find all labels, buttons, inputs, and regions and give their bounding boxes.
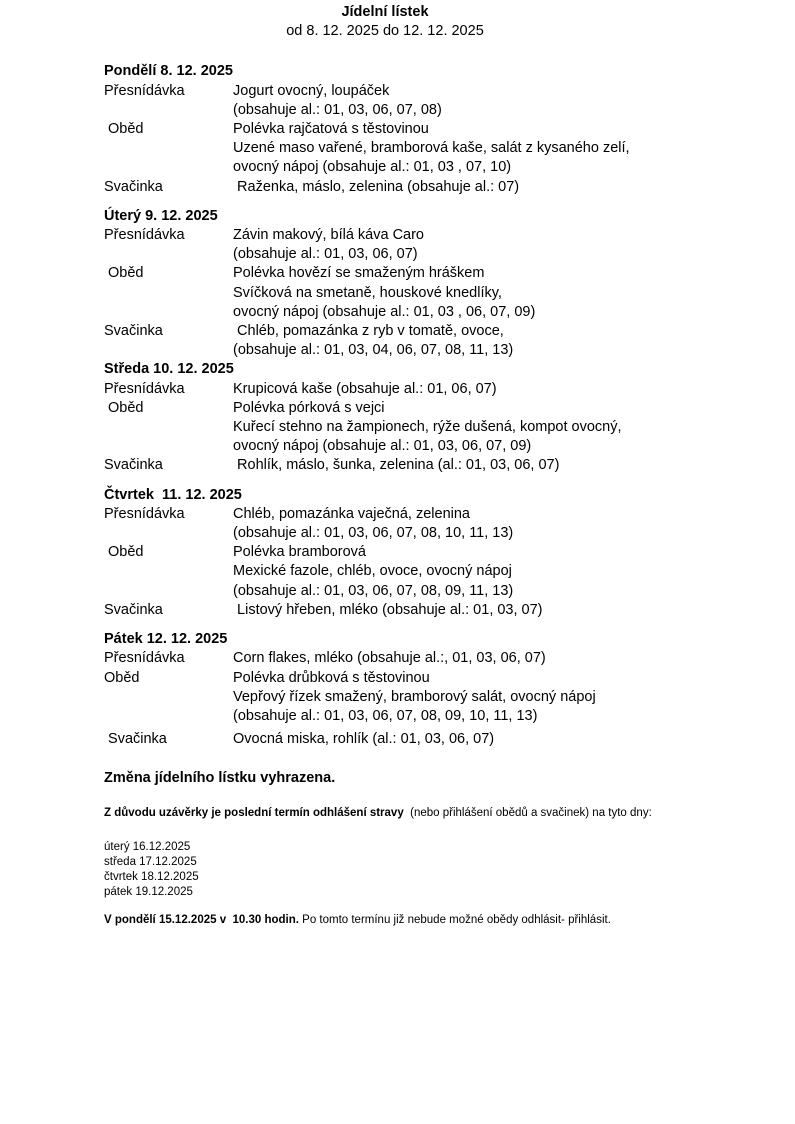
meal-row-svacinka [104, 178, 779, 197]
meal-line: Raženka, máslo, zelenina (obsahuje al.: 07) [233, 178, 520, 195]
meal-content [233, 399, 779, 457]
meal-content [233, 82, 779, 120]
day-title: Středa 10. 12. 2025 [104, 361, 234, 378]
meal-content [233, 543, 779, 601]
meal-row-svacinka [104, 456, 779, 475]
final-deadline-bold: V pondělí 15.12.2025 v 10.30 hodin. [104, 913, 299, 926]
meal-label: Svačinka [104, 178, 163, 195]
meal-row-obed [104, 264, 779, 322]
meal-row-obed [104, 669, 779, 727]
meal-row-presnidavka [104, 82, 779, 120]
meal-row-presnidavka [104, 505, 779, 543]
meal-label: Svačinka [104, 601, 163, 618]
meal-row-svacinka [104, 601, 779, 620]
deadline-day-list [104, 840, 779, 900]
meal-line: Mexické fazole, chléb, ovoce, ovocný nápoj [233, 563, 512, 580]
meal-label: Oběd [104, 265, 144, 282]
meal-content [233, 380, 779, 399]
meal-line: Svíčková na smetaně, houskové knedlíky, [233, 284, 502, 301]
allergen-line: ovocný nápoj (obsahuje al.: 01, 03 , 06, 07, 09) [233, 303, 536, 320]
meal-line: Ovocná miska, rohlík (al.: 01, 03, 06, 07) [233, 731, 495, 748]
meal-label: Oběd [104, 544, 144, 561]
meal-label: Přesnídávka [104, 650, 185, 667]
day-section-thursday [104, 486, 779, 620]
deadline-day: pátek 19.12.2025 [104, 885, 193, 898]
meal-line: Rohlík, máslo, šunka, zelenina (al.: 01, 03, 06, 07) [233, 457, 560, 474]
deadline-day: středa 17.12.2025 [104, 855, 197, 868]
deadline-day: čtvrtek 18.12.2025 [104, 870, 199, 883]
meal-line: Uzené maso vařené, bramborová kaše, salát z kysaného zelí, [233, 140, 630, 157]
allergen-line: (obsahuje al.: 01, 03, 06, 07, 08) [233, 101, 442, 118]
day-title: Pátek 12. 12. 2025 [104, 631, 228, 648]
meal-line: Kuřecí stehno na žampionech, rýže dušená, kompot ovocný, [233, 419, 622, 436]
meal-label: Oběd [104, 399, 144, 416]
meal-content [233, 120, 779, 178]
allergen-line: (obsahuje al.: 01, 03, 06, 07, 08, 10, 11, 13) [233, 525, 514, 542]
meal-row-svacinka [104, 322, 779, 360]
meal-row-obed [104, 543, 779, 601]
meal-line: Polévka pórková s vejci [233, 399, 385, 416]
meal-line: Polévka drůbková s těstovinou [233, 669, 430, 686]
meal-line: Polévka bramborová [233, 544, 366, 561]
meal-label: Svačinka [104, 731, 167, 748]
allergen-line: (obsahuje al.: 01, 03, 06, 07) [233, 246, 418, 263]
meal-content [233, 178, 779, 197]
meal-content [233, 456, 779, 475]
deadline-notice-bold: Z důvodu uzávěrky je poslední termín odhlášení stravy [104, 806, 404, 819]
meal-content [233, 730, 779, 749]
meal-row-obed [104, 399, 779, 457]
meal-line: Chléb, pomazánka vaječná, zelenina [233, 505, 470, 522]
meal-content [233, 505, 779, 543]
meal-row-svacinka [104, 730, 779, 749]
meal-row-presnidavka [104, 649, 779, 668]
deadline-day: úterý 16.12.2025 [104, 840, 191, 853]
meal-line: Listový hřeben, mléko (obsahuje al.: 01, 03, 07) [233, 601, 543, 618]
meal-row-presnidavka [104, 226, 779, 264]
meal-line: Polévka rajčatová s těstovinou [233, 121, 429, 138]
meal-line: Jogurt ovocný, loupáček [233, 82, 390, 99]
meal-label: Přesnídávka [104, 227, 185, 244]
allergen-line: (obsahuje al.: 01, 03, 04, 06, 07, 08, 11, 13) [233, 342, 514, 359]
meal-line: Závin makový, bílá káva Caro [233, 227, 424, 244]
day-section-friday [104, 630, 779, 749]
meal-label: Přesnídávka [104, 82, 185, 99]
day-section-wednesday [104, 360, 779, 475]
final-deadline-rest: Po tomto termínu již nebude možné obědy odhlásit- přihlásit. [298, 913, 611, 926]
document-header [0, 0, 770, 41]
allergen-line: (obsahuje al.: 01, 03, 06, 07, 08, 09, 11, 13) [233, 582, 514, 599]
day-section-monday [104, 62, 779, 196]
allergen-line: ovocný nápoj (obsahuje al.: 01, 03 , 07, 10) [233, 159, 512, 176]
meal-label: Přesnídávka [104, 505, 185, 522]
deadline-notice-rest: (nebo přihlášení obědů a svačinek) na tyto dny: [403, 806, 652, 819]
allergen-line: ovocný nápoj (obsahuje al.: 01, 03, 06, 07, 09) [233, 438, 532, 455]
day-section-tuesday [104, 207, 779, 361]
deadline-notice [104, 806, 779, 821]
meal-content [233, 601, 779, 620]
page-title: Jídelní lístek [341, 4, 429, 20]
meal-line: Polévka hovězí se smaženým hráškem [233, 265, 485, 282]
meal-line: Corn flakes, mléko (obsahuje al.:, 01, 03, 06, 07) [233, 650, 546, 667]
final-deadline-notice [104, 913, 779, 928]
meal-content [233, 669, 779, 727]
meal-content [233, 226, 779, 264]
meal-line: Krupicová kaše (obsahuje al.: 01, 06, 07) [233, 380, 497, 397]
meal-row-presnidavka [104, 380, 779, 399]
meal-label: Svačinka [104, 457, 163, 474]
meal-label: Oběd [104, 121, 144, 138]
allergen-line: (obsahuje al.: 01, 03, 06, 07, 08, 09, 10, 11, 13) [233, 707, 538, 724]
menu-body [104, 62, 779, 927]
meal-content [233, 649, 779, 668]
change-notice: Změna jídelního lístku vyhrazena. [104, 770, 336, 787]
meal-content [233, 322, 779, 360]
meal-label: Přesnídávka [104, 380, 185, 397]
day-title: Pondělí 8. 12. 2025 [104, 63, 233, 80]
meal-label: Svačinka [104, 323, 163, 340]
date-range: od 8. 12. 2025 do 12. 12. 2025 [286, 23, 484, 40]
meal-content [233, 264, 779, 322]
day-title: Úterý 9. 12. 2025 [104, 207, 218, 224]
meal-label: Oběd [104, 669, 140, 686]
day-title: Čtvrtek 11. 12. 2025 [104, 486, 242, 503]
meal-row-obed [104, 120, 779, 178]
meal-line: Chléb, pomazánka z ryb v tomatě, ovoce, [233, 323, 504, 340]
meal-line: Vepřový řízek smažený, bramborový salát, ovocný nápoj [233, 688, 596, 705]
